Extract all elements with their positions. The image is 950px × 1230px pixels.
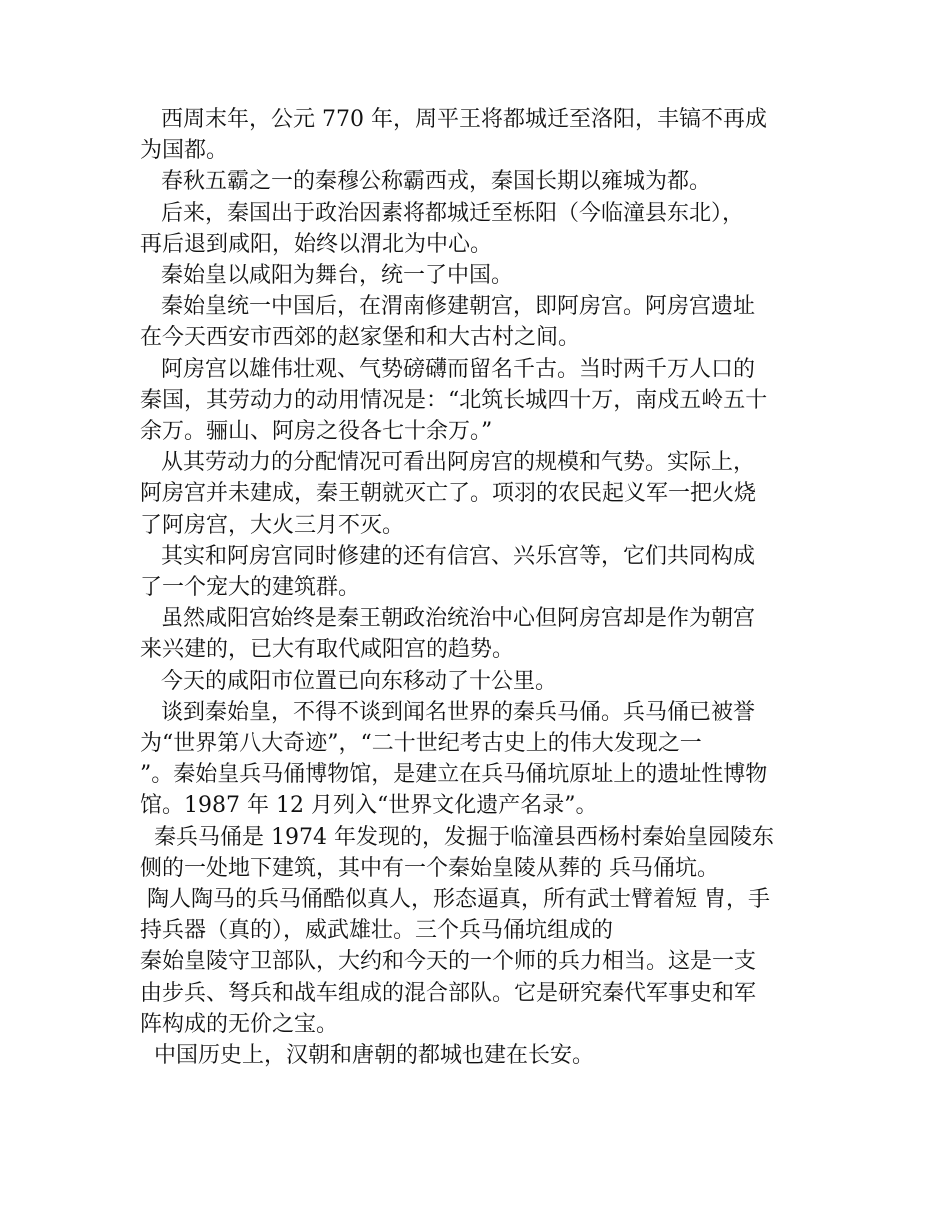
text-line: 持兵器（真的），威武雄壮。三个兵马俑坑组成的 (140, 918, 614, 944)
text-line: 阿房宫并未建成，秦王朝就灭亡了。项羽的农民起义军一把火烧 (140, 481, 757, 507)
paragraph (140, 260, 820, 291)
text-line: 余万。骊山、阿房之役各七十余万。” (140, 419, 493, 445)
paragraph (140, 541, 820, 603)
paragraph (140, 603, 820, 665)
text-line: 了阿房宫，大火三月不灭。 (140, 512, 405, 538)
paragraph (140, 822, 820, 884)
text-line: 再后退到咸阳，始终以渭北为中心。 (140, 231, 493, 257)
text-line: 了一个宠大的建筑群。 (140, 575, 361, 601)
text-line: 秦国，其劳动力的动用情况是：“北筑长城四十万，南戍五岭五十 (140, 387, 768, 413)
text-line: 为“世界第八大奇迹”，“二十世纪考古史上的伟大发现之一 (140, 731, 702, 757)
text-line: 来兴建的，已大有取代咸阳宫的趋势。 (140, 637, 515, 663)
paragraph (140, 666, 820, 697)
text-line: 春秋五霸之一的秦穆公称霸西戎，秦国长期以雍城为都。 (140, 169, 711, 195)
text-line: 西周末年，公元 770 年，周平王将都城迁至洛阳，丰镐不再成 (140, 107, 767, 132)
paragraph (140, 198, 820, 260)
paragraph (140, 447, 820, 541)
text-line: 中国历史上，汉朝和唐朝的都城也建在长安。 (140, 1043, 594, 1069)
text-line: 秦始皇以咸阳为舞台，统一了中国。 (140, 263, 513, 289)
paragraph (140, 166, 820, 197)
text-line: 今天的咸阳市位置已向东移动了十公里。 (140, 668, 557, 694)
paragraph (140, 291, 820, 353)
text-line: 其实和阿房宫同时修建的还有信宫、兴乐宫等，它们共同构成 (140, 543, 755, 569)
paragraph (140, 354, 820, 448)
text-line: 谈到秦始皇，不得不谈到闻名世界的秦兵马俑。兵马俑已被誉 (140, 699, 755, 725)
document-body (140, 104, 820, 1071)
text-line: 阿房宫以雄伟壮观、气势磅礴而留名千古。当时两千万人口的 (140, 356, 755, 382)
paragraph (140, 104, 820, 166)
text-line: 从其劳动力的分配情况可看出阿房宫的规模和气势。实际上， (140, 450, 755, 476)
text-line: 阵构成的无价之宝。 (140, 1011, 339, 1037)
text-line: 馆。1987 年 12 月列入“世界文化遗产名录”。 (140, 793, 598, 819)
text-line: 为国都。 (140, 138, 229, 164)
paragraph (140, 697, 820, 822)
text-line: ”。秦始皇兵马俑博物馆，是建立在兵马俑坑原址上的遗址性博物 (140, 762, 768, 788)
text-line: 由步兵、弩兵和战车组成的混合部队。它是研究秦代军事史和军 (140, 980, 757, 1006)
text-line: 秦始皇陵守卫部队，大约和今天的一个师的兵力相当。这是一支 (140, 949, 757, 975)
text-line: 秦始皇统一中国后，在渭南修建朝宫，即阿房宫。阿房宫遗址 (140, 294, 755, 320)
text-line: 虽然咸阳宫始终是秦王朝政治统治中心但阿房宫却是作为朝宫 (140, 606, 755, 632)
text-line: 后来，秦国出于政治因素将都城迁至栎阳（今临潼县东北）， (140, 200, 744, 226)
paragraph (140, 1040, 820, 1071)
text-line: 在今天西安市西郊的赵家堡和和大古村之间。 (140, 325, 581, 351)
text-line: 侧的一处地下建筑，其中有一个秦始皇陵从葬的 兵马俑坑。 (140, 855, 719, 881)
text-line: 秦兵马俑是 1974 年发现的，发掘于临潼县西杨村秦始皇园陵东 (140, 824, 774, 850)
text-line: 陶人陶马的兵马俑酷似真人，形态逼真，所有武士臂着短 胄，手 (140, 887, 770, 913)
paragraph (140, 884, 820, 1040)
